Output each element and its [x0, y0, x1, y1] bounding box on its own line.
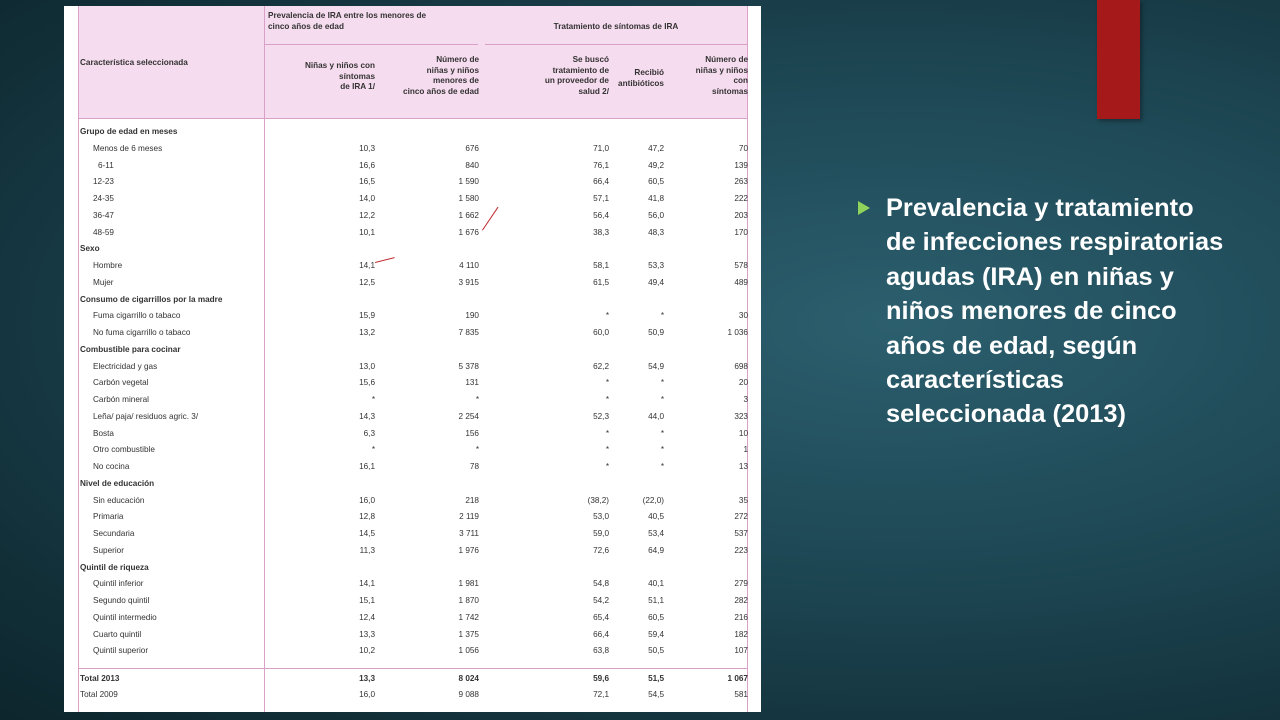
table-cell: 676	[465, 143, 479, 153]
table-cell: 156	[465, 428, 479, 438]
table-cell: 223	[734, 545, 748, 555]
table-row-label: Total 2009	[80, 690, 118, 699]
table-cell: 15,9	[359, 311, 375, 321]
table-cell: 54,8	[593, 579, 609, 589]
header-group-prevalence: Prevalencia de IRA entre los menores de	[268, 11, 427, 20]
table-row-label: Segundo quintil	[93, 596, 150, 605]
table-row-label: Grupo de edad en meses	[80, 127, 178, 136]
table-cell: *	[475, 395, 479, 404]
table-cell: 12,5	[359, 277, 375, 287]
header-col-2: menores de	[433, 76, 479, 85]
table-cell: 14,5	[359, 529, 375, 538]
table-cell: 51,5	[648, 674, 664, 683]
table-cell: 50,5	[648, 646, 664, 656]
table-cell: *	[660, 462, 664, 471]
header-col-5: con	[733, 76, 748, 85]
table-row-label: Carbón mineral	[93, 395, 149, 404]
table-cell: 537	[734, 529, 748, 538]
table-cell: 60,0	[593, 328, 609, 337]
arrow-bullet-icon	[858, 201, 870, 215]
table-cell: 12,2	[359, 210, 375, 220]
table-cell: 11,3	[359, 545, 375, 555]
table-cell: 107	[734, 646, 748, 656]
bullet-text: Prevalencia y tratamiento de infecciones respiratorias agudas (IRA) en niñas y niños menores de cinco años de edad, según características seleccionada (2013)	[886, 194, 1224, 429]
table-cell: 203	[734, 210, 748, 220]
table-cell: 1 981	[458, 579, 479, 589]
table-cell: 58,1	[593, 261, 609, 270]
table-cell: 16,5	[359, 177, 375, 187]
table-cell: *	[605, 445, 609, 455]
table-row-label: Carbón vegetal	[93, 378, 149, 388]
table-cell: 1 742	[458, 612, 479, 622]
table-cell: 10,2	[359, 646, 375, 656]
table-cell: 698	[734, 361, 748, 371]
table-cell: 76,1	[593, 160, 609, 170]
header-col-1: síntomas	[339, 71, 375, 81]
table-cell: 52,3	[593, 411, 609, 421]
table-cell: *	[660, 445, 664, 455]
table-cell: 53,3	[648, 261, 664, 270]
table-row-label: Consumo de cigarrillos por la madre	[80, 294, 223, 304]
table-cell: 40,5	[648, 512, 664, 522]
table-cell: 48,3	[648, 227, 664, 237]
table-cell: *	[605, 311, 609, 321]
table-cell: 1 375	[458, 629, 479, 639]
table-cell: 62,2	[593, 361, 609, 371]
table-cell: 216	[734, 612, 748, 622]
table-row-label: Fuma cigarrillo o tabaco	[93, 311, 181, 321]
table-cell: 840	[465, 160, 479, 170]
table-cell: 71,0	[593, 143, 609, 153]
table-cell: 2 254	[458, 411, 479, 421]
table-cell: 16,6	[359, 160, 375, 170]
table-cell: (22,0)	[642, 495, 664, 505]
table-cell: 1 662	[458, 210, 479, 220]
table-cell: 282	[734, 596, 748, 605]
table-cell: 41,8	[648, 194, 664, 203]
table-cell: 66,4	[593, 177, 609, 187]
header-col-3: tratamiento de	[552, 65, 609, 75]
table-row-label: Otro combustible	[93, 445, 155, 455]
header-col-4: Recibió	[634, 68, 664, 77]
table-cell: 59,0	[593, 529, 609, 538]
table-row-label: Leña/ paja/ residuos agric. 3/	[93, 411, 199, 421]
table-cell: 54,9	[648, 361, 664, 371]
table-cell: 1 036	[727, 328, 748, 337]
table-cell: 13,2	[359, 328, 375, 337]
table-row-label: Combustible para cocinar	[80, 344, 181, 354]
table-cell: 61,5	[593, 277, 609, 287]
table-row-label: Electricidad y gas	[93, 361, 158, 371]
table-cell: 263	[734, 177, 748, 187]
table-cell: 1 056	[458, 646, 479, 656]
table-cell: 60,5	[648, 177, 664, 187]
header-group-treatment: Tratamiento de síntomas de IRA	[553, 22, 679, 31]
table-row-label: Quintil superior	[93, 646, 149, 656]
table-cell: 272	[734, 512, 748, 522]
table-cell: 72,6	[593, 545, 609, 555]
table-cell: 35	[738, 495, 748, 505]
header-col-3: salud 2/	[578, 86, 609, 96]
table-cell: 1 580	[458, 194, 479, 203]
table-cell: 222	[734, 194, 748, 203]
table-cell: 13	[738, 462, 748, 471]
table-cell: 51,1	[648, 596, 664, 605]
table-cell: 38,3	[593, 227, 609, 237]
table-cell: *	[660, 378, 664, 388]
table-row-label: Quintil inferior	[93, 579, 144, 589]
table-cell: 70	[738, 143, 748, 153]
table-cell: 4 110	[459, 261, 479, 270]
table-cell: 1 067	[727, 674, 748, 683]
table-cell: 12,8	[359, 512, 375, 522]
table-row-label: 6-11	[98, 160, 114, 170]
table-cell: 218	[465, 495, 479, 505]
table-cell: 1	[743, 445, 748, 455]
table-row-label: Menos de 6 meses	[93, 143, 163, 153]
table-row-label: Mujer	[93, 277, 114, 287]
table-cell: 16,0	[359, 690, 375, 699]
table-cell: 13,3	[359, 629, 375, 639]
table-row-label: 36-47	[93, 210, 114, 220]
table-cell: 1 976	[458, 545, 479, 555]
table-cell: 54,5	[648, 690, 664, 699]
table-cell: 15,6	[359, 378, 375, 388]
table-row-label: Cuarto quintil	[93, 629, 142, 639]
table-row-label: Superior	[93, 545, 124, 555]
table-cell: *	[660, 311, 664, 321]
header-characteristic: Característica seleccionada	[80, 58, 188, 67]
table-cell: 6,3	[363, 428, 375, 438]
table-cell: 2 119	[459, 512, 479, 522]
header-col-5: niñas y niños	[695, 65, 748, 75]
header-col-3: un proveedor de	[544, 76, 609, 85]
header-col-2: niñas y niños	[426, 65, 479, 75]
table-cell: 323	[734, 411, 748, 421]
table-cell: 581	[734, 690, 748, 699]
table-cell: 16,1	[359, 462, 375, 471]
table-row-label: Hombre	[93, 261, 123, 270]
table-cell: 57,1	[593, 194, 609, 203]
table-row-label: 24-35	[93, 194, 114, 203]
table-cell: 53,0	[593, 512, 609, 522]
table-cell: *	[371, 395, 375, 404]
table-cell: 54,2	[593, 596, 609, 605]
table-cell: 14,0	[359, 194, 375, 203]
table-cell: (38,2)	[587, 495, 609, 505]
table-cell: 53,4	[648, 529, 664, 538]
table-cell: *	[605, 395, 609, 404]
table-cell: 13,0	[359, 361, 375, 371]
table-cell: 44,0	[648, 411, 664, 421]
table-cell: 279	[734, 579, 748, 589]
table-cell: 59,6	[593, 674, 609, 683]
table-cell: 60,5	[648, 612, 664, 622]
table-row-label: Quintil intermedio	[93, 612, 157, 622]
table-cell: 170	[734, 227, 748, 237]
table-cell: 182	[734, 629, 748, 639]
table-cell: 12,4	[359, 612, 375, 622]
table-cell: 16,0	[359, 495, 375, 505]
table-cell: 1 676	[458, 227, 479, 237]
red-accent-bar	[1097, 0, 1140, 119]
table-cell: 190	[465, 311, 479, 321]
table-cell: 578	[734, 261, 748, 270]
table-cell: *	[605, 462, 609, 471]
table-cell: 1 870	[458, 596, 479, 605]
header-col-4: antibióticos	[618, 78, 664, 88]
table-cell: 3	[743, 395, 748, 404]
table-row-label: Total 2013	[80, 674, 120, 683]
table-cell: 10,1	[359, 227, 375, 237]
table-cell: 9 088	[458, 690, 479, 699]
table-row-label: 48-59	[93, 227, 114, 237]
header-col-2: cinco años de edad	[403, 86, 479, 96]
table-cell: *	[371, 445, 375, 455]
table-cell: 131	[465, 378, 479, 388]
table-cell: 20	[738, 378, 748, 388]
table-cell: 13,3	[359, 674, 375, 683]
table-cell: 66,4	[593, 629, 609, 639]
table-cell: *	[605, 378, 609, 388]
table-cell: 78	[469, 462, 479, 471]
table-cell: 50,9	[648, 328, 664, 337]
table-row-label: Bosta	[93, 428, 114, 438]
table-row-label: Sexo	[80, 244, 100, 254]
ira-table-image	[64, 6, 761, 712]
table-cell: 15,1	[359, 596, 375, 605]
table-cell: 10,3	[359, 143, 375, 153]
table-cell: 14,1	[359, 261, 375, 270]
header-col-3: Se buscó	[572, 55, 609, 64]
table-row-label: Sin educación	[93, 495, 145, 505]
table-row-label: Secundaria	[93, 529, 135, 538]
table-cell: 3 711	[459, 529, 479, 538]
table-row-label: Quintil de riqueza	[80, 562, 149, 572]
table-row-label: No fuma cigarrillo o tabaco	[93, 328, 191, 337]
table-cell: *	[605, 428, 609, 438]
table-cell: 59,4	[648, 629, 664, 639]
table-cell: 65,4	[593, 612, 609, 622]
table-cell: 10	[738, 428, 748, 438]
table-cell: *	[660, 428, 664, 438]
table-row-label: Nivel de educación	[80, 478, 155, 488]
table-row-label: No cocina	[93, 462, 130, 471]
table-cell: 5 378	[458, 361, 479, 371]
table-cell: 489	[734, 277, 748, 287]
header-col-5: síntomas	[712, 86, 748, 96]
table-cell: *	[660, 395, 664, 404]
table-cell: 49,2	[648, 160, 664, 170]
header-col-2: Número de	[436, 55, 479, 64]
header-col-5: Número de	[705, 55, 748, 64]
header-col-1: de IRA 1/	[340, 82, 375, 91]
table-cell: 7 835	[458, 328, 479, 337]
table-cell: 72,1	[593, 690, 609, 699]
table-cell: 30	[738, 311, 748, 321]
table-cell: 56,0	[648, 210, 664, 220]
table-cell: 8 024	[458, 674, 479, 683]
table-cell: 1 590	[458, 177, 479, 187]
table-cell: *	[475, 445, 479, 455]
table-cell: 63,8	[593, 646, 609, 656]
header-group-prevalence: cinco años de edad	[268, 21, 344, 31]
table-row-label: Primaria	[93, 512, 124, 522]
table-cell: 56,4	[593, 210, 609, 220]
table-row-label: 12-23	[93, 177, 114, 187]
table-cell: 64,9	[648, 545, 664, 555]
table-cell: 139	[734, 160, 748, 170]
table-cell: 47,2	[648, 143, 664, 153]
table-cell: 40,1	[648, 579, 664, 589]
table-cell: 14,3	[359, 411, 375, 421]
header-col-1: Niñas y niños con	[304, 61, 375, 70]
table-cell: 49,4	[648, 277, 664, 287]
table-cell: 14,1	[359, 579, 375, 589]
table-cell: 3 915	[458, 277, 479, 287]
